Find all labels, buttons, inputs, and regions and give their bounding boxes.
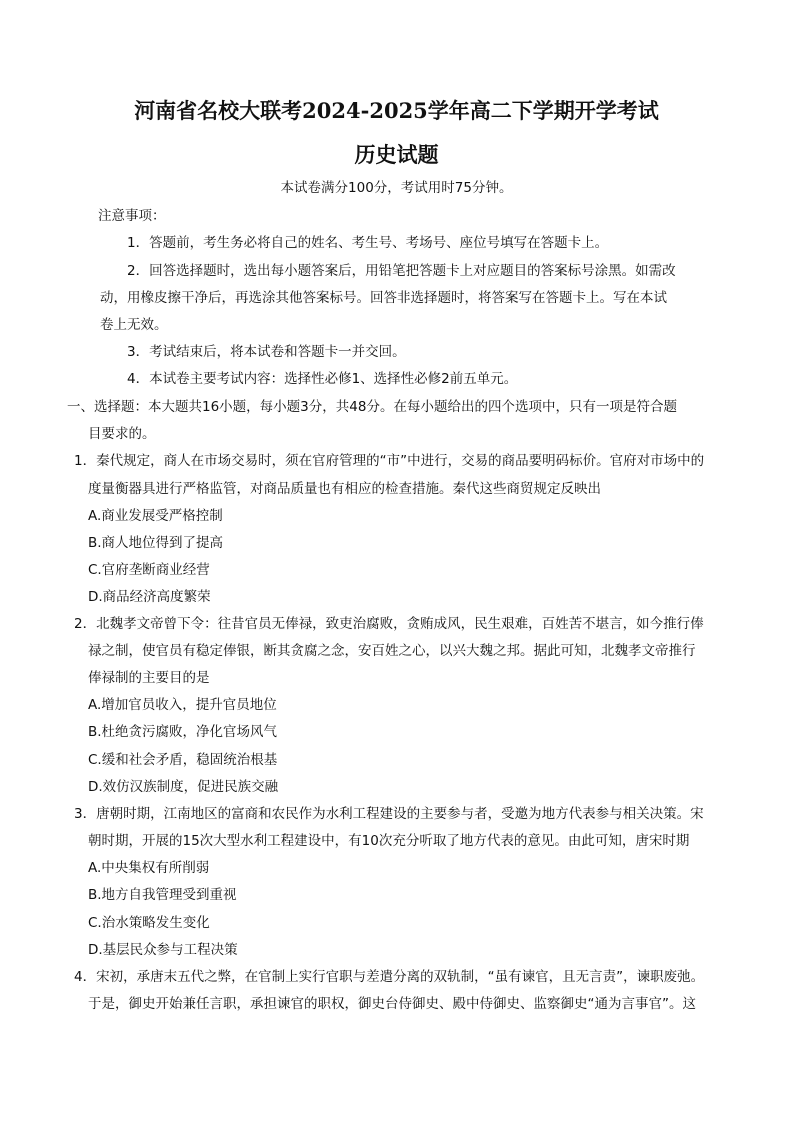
question-3-option-a: A.中央集权有所削弱 xyxy=(88,860,210,876)
question-1-option-d: D.商品经济高度繁荣 xyxy=(88,589,211,605)
question-1-stem-line-2: 度量衡器具进行严格监管，对商品质量也有相应的检查措施。秦代这些商贸规定反映出 xyxy=(88,481,601,497)
question-2-option-a: A.增加官员收入，提升官员地位 xyxy=(88,697,277,713)
question-2-option-c: C.缓和社会矛盾，稳固统治根基 xyxy=(88,752,278,768)
notice-heading: 注意事项： xyxy=(98,208,166,224)
question-2-option-b: B.杜绝贪污腐败，净化官场风气 xyxy=(88,724,278,740)
notice-item-2-line-1: 2．回答选择题时，选出每小题答案后，用铅笔把答题卡上对应题目的答案标号涂黑。如需改 xyxy=(127,263,676,279)
question-3-option-b: B.地方自我管理受到重视 xyxy=(88,887,237,903)
question-1-stem-line-1: 1．秦代规定，商人在市场交易时，须在官府管理的“市”中进行，交易的商品要明码标价。官府对市场中的 xyxy=(74,453,705,469)
exam-info: 本试卷满分100分，考试用时75分钟。 xyxy=(280,180,513,196)
question-2-stem-line-2: 禄之制，使官员有稳定俸银，断其贪腐之念，安百姓之心，以兴大魏之邦。据此可知，北魏孝文帝推行 xyxy=(88,643,696,659)
question-3-stem-line-2: 朝时期，开展的15次大型水利工程建设中，有10次充分听取了地方代表的意见。由此可知，唐宋时期 xyxy=(88,833,690,849)
notice-item-2-line-2: 动，用橡皮擦干净后，再选涂其他答案标号。回答非选择题时，将答案写在答题卡上。写在本试 xyxy=(100,290,667,306)
question-2-option-d: D.效仿汉族制度，促进民族交融 xyxy=(88,779,279,795)
notice-item-1: 1．答题前，考生务必将自己的姓名、考生号、考场号、座位号填写在答题卡上。 xyxy=(127,235,609,251)
question-4-stem-line-2: 于是，御史开始兼任言职，承担谏官的职权，御史台侍御史、殿中侍御史、监察御史“通为言事官”。这 xyxy=(88,996,696,1012)
section-heading-line-2: 目要求的。 xyxy=(88,426,156,442)
question-2-stem-line-3: 俸禄制的主要目的是 xyxy=(88,670,210,686)
notice-item-2-line-3: 卷上无效。 xyxy=(100,317,168,333)
subject-title: 历史试题 xyxy=(354,142,439,167)
question-3-option-c: C.治水策略发生变化 xyxy=(88,915,210,931)
question-3-option-d: D.基层民众参与工程决策 xyxy=(88,942,238,958)
question-1-option-b: B.商人地位得到了提高 xyxy=(88,535,224,551)
question-1-option-c: C.官府垄断商业经营 xyxy=(88,562,210,578)
question-3-stem-line-1: 3．唐朝时期，江南地区的富商和农民作为水利工程建设的主要参与者，受邀为地方代表参与相关决策。宋 xyxy=(74,806,704,822)
notice-item-3: 3．考试结束后，将本试卷和答题卡一并交回。 xyxy=(127,344,406,360)
notice-item-4: 4．本试卷主要考试内容：选择性必修1、选择性必修2前五单元。 xyxy=(127,371,518,387)
question-1-option-a: A.商业发展受严格控制 xyxy=(88,508,223,524)
question-4-stem-line-1: 4．宋初，承唐末五代之弊，在官制上实行官职与差遣分离的双轨制，“虽有谏官，且无言责”，谏职废弛。 xyxy=(74,969,705,985)
question-2-stem-line-1: 2．北魏孝文帝曾下令：往昔官员无俸禄，致吏治腐败，贪贿成风，民生艰难，百姓苦不堪言，如今推行俸 xyxy=(74,616,704,632)
section-heading-line-1: 一、选择题：本大题共16小题，每小题3分，共48分。在每小题给出的四个选项中，只有一项是符合题 xyxy=(67,399,677,415)
exam-title: 河南省名校大联考2024-2025学年高二下学期开学考试 xyxy=(134,98,659,123)
